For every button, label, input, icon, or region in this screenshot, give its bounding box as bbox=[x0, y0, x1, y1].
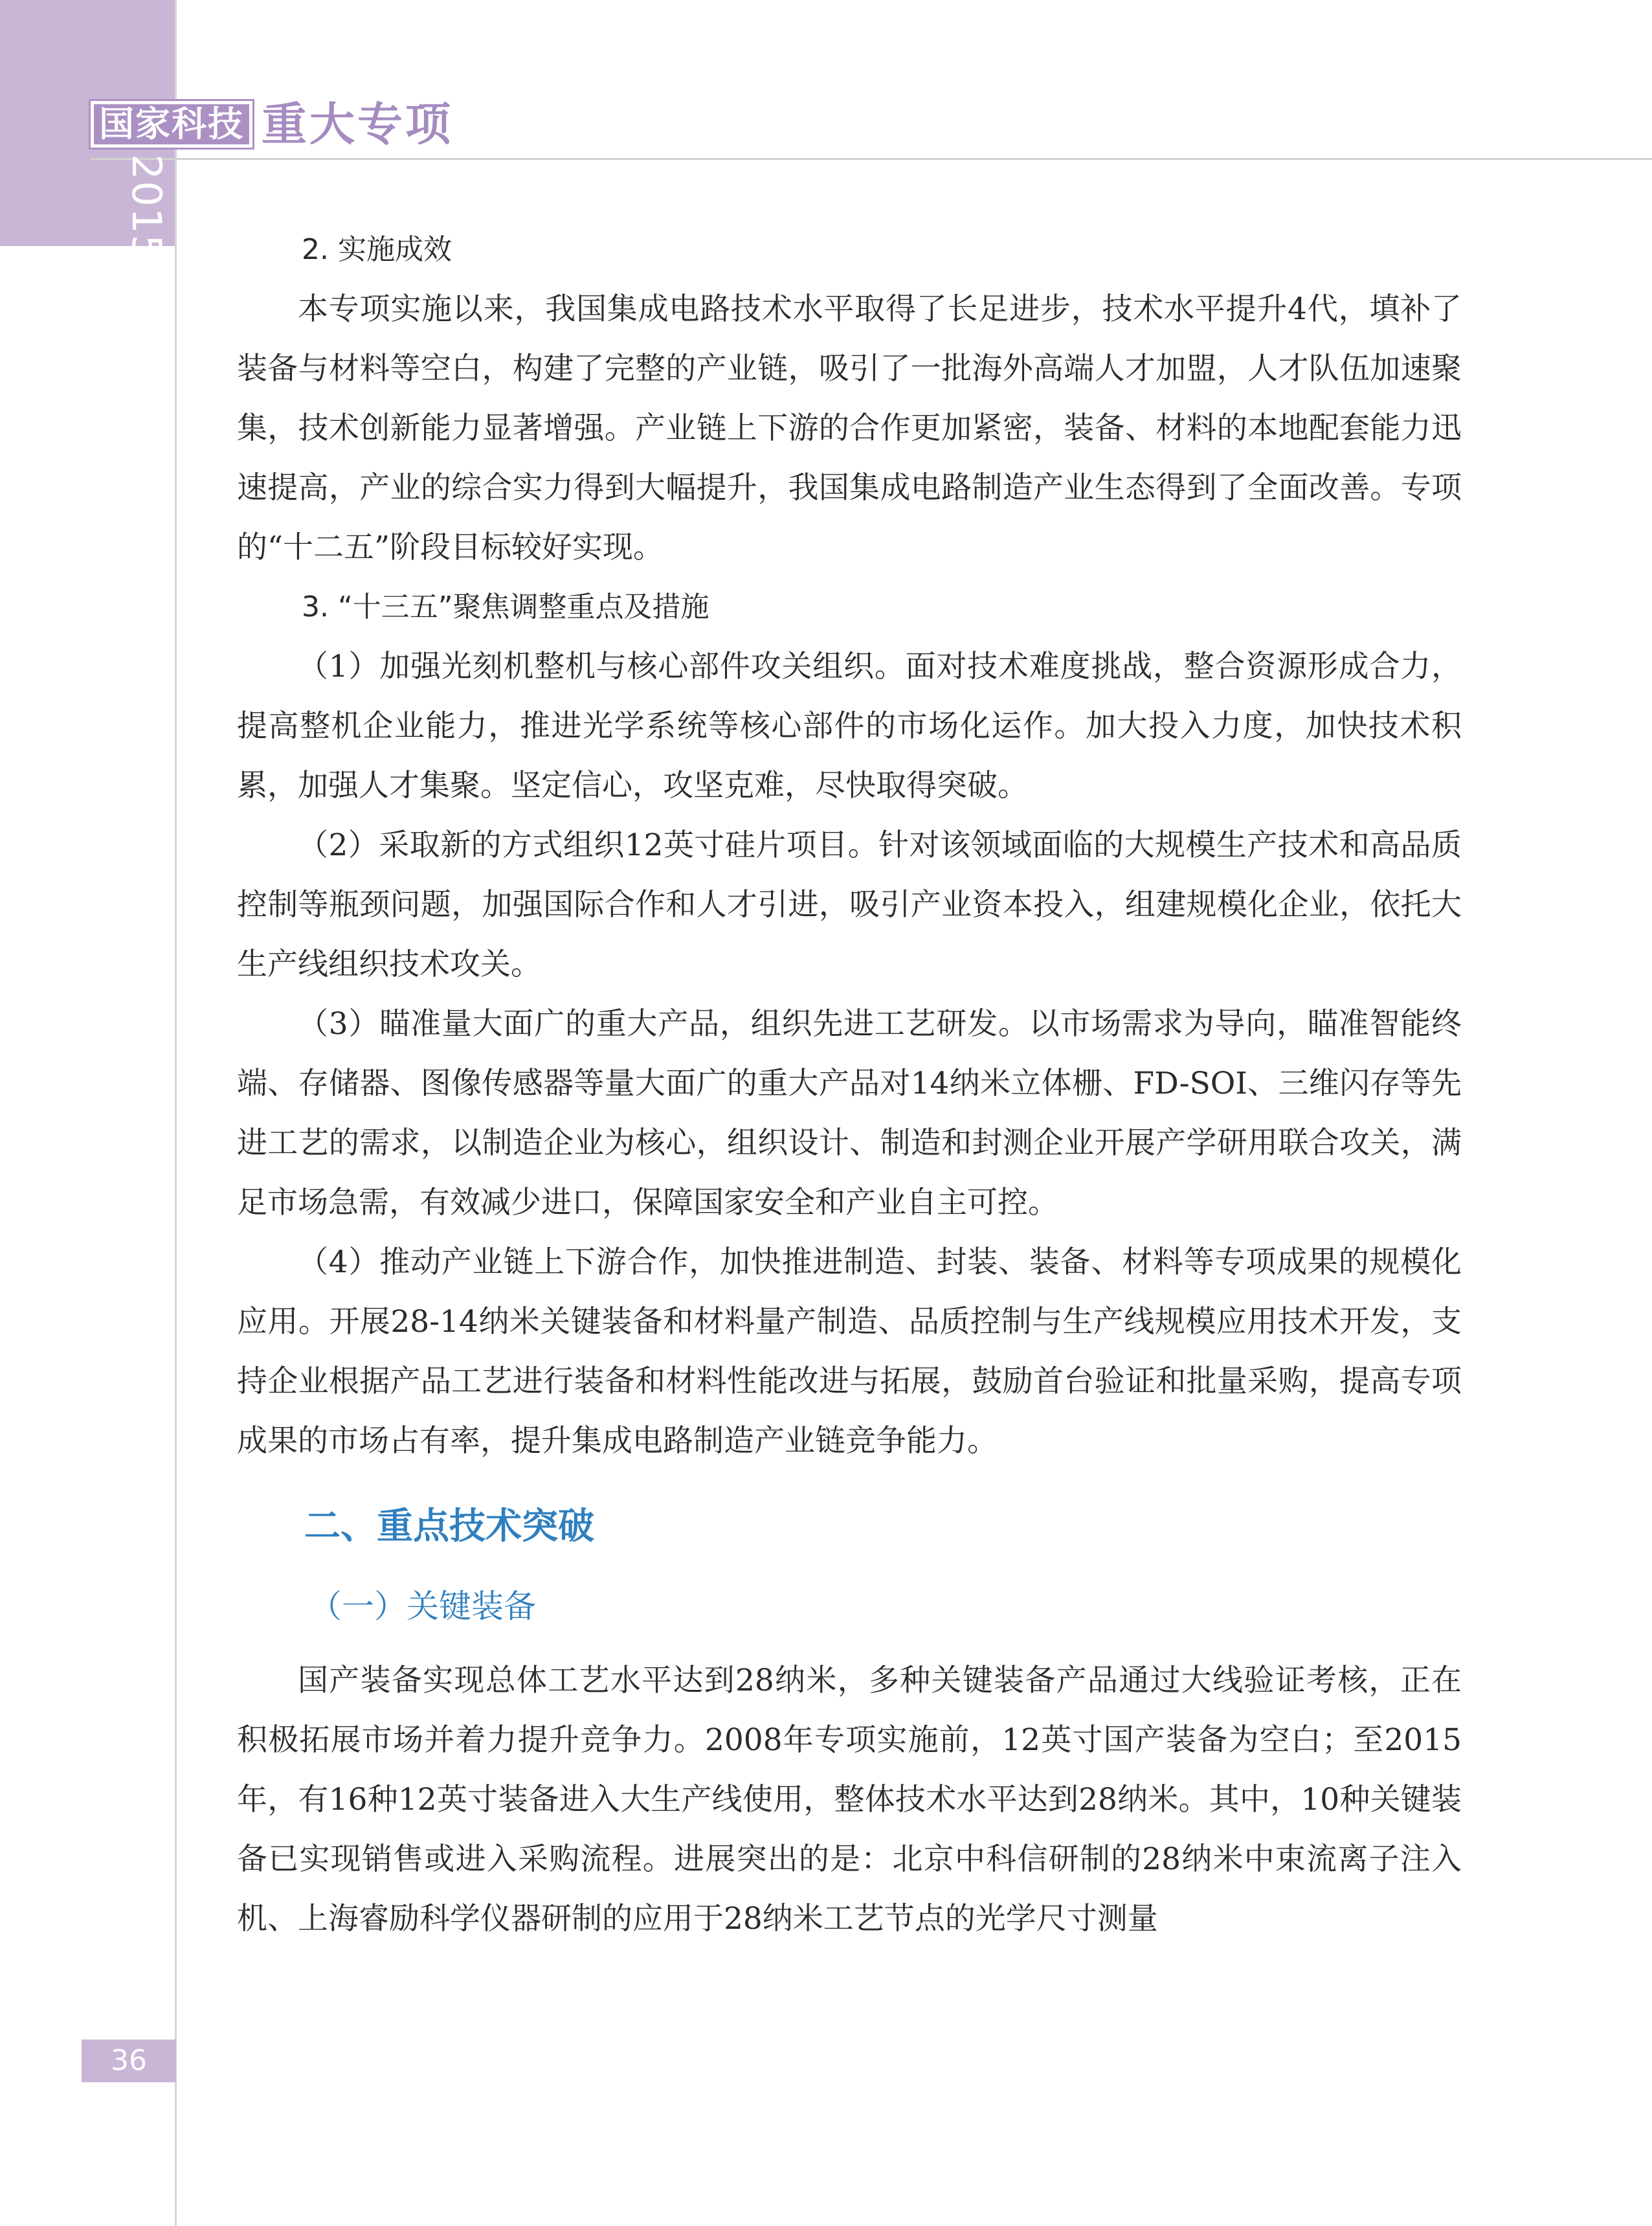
section-3-title: 3. “十三五”聚焦调整重点及措施 bbox=[302, 590, 709, 624]
page-number: 36 bbox=[82, 2040, 176, 2082]
measure-item-1: （1）加强光刻机整机与核心部件攻关组织。面对技术难度挑战，整合资源形成合力，提高整机企业能力，推进光学系统等核心部件的市场化运作。加大投入力度，加快技术积累，加强人才集聚。坚定信心，攻坚克难，尽快取得突破。 bbox=[237, 649, 1462, 804]
subsection-heading: （一）关键装备 bbox=[309, 1588, 536, 1625]
brand-logo-right: 重大专项 bbox=[262, 97, 453, 151]
measure-item-4: （4）推动产业链上下游合作，加快推进制造、封装、装备、材料等专项成果的规模化应用。开展28-14纳米关键装备和材料量产制造、品质控制与生产线规模应用技术开发，支持企业根据产品工艺进行装备和材料性能改进与拓展，鼓励首台验证和批量采购，提高专项成果的市场占有率，提升集成电路制造产业链竞争能力。 bbox=[237, 1244, 1462, 1459]
section-2-title: 2. 实施成效 bbox=[302, 233, 452, 266]
header-brand bbox=[91, 97, 453, 152]
section-2-paragraph: 本专项实施以来，我国集成电路技术水平取得了长足进步，技术水平提升4代，填补了装备与材料等空白，构建了完整的产业链，吸引了一批海外高端人才加盟，人才队伍加速聚集，技术创新能力显著增强。产业链上下游的合作更加紧密，装备、材料的本地配套能力迅速提高，产业的综合实力得到大幅提升，我国集成电路制造产业生态得到了全面改善。专项的“十二五”阶段目标较好实现。 bbox=[237, 291, 1462, 565]
equipment-paragraph: 国产装备实现总体工艺水平达到28纳米，多种关键装备产品通过大线验证考核，正在积极拓展市场并着力提升竞争力。2008年专项实施前，12英寸国产装备为空白；至2015年，有16种12英寸装备进入大生产线使用，整体技术水平达到28纳米。其中，10种关键装备已实现销售或进入采购流程。进展突出的是：北京中科信研制的28纳米中束流离子注入机、上海睿励科学仪器研制的应用于28纳米工艺节点的光学尺寸测量 bbox=[237, 1663, 1462, 1937]
year-report-label: 2015 年度报告 bbox=[123, 154, 170, 442]
brand-logo-left: 国家科技 bbox=[91, 101, 252, 148]
measure-item-2: （2）采取新的方式组织12英寸硅片项目。针对该领域面临的大规模生产技术和高品质控制等瓶颈问题，加强国际合作和人才引进，吸引产业资本投入，组建规模化企业，依托大生产线组织技术攻关。 bbox=[237, 827, 1462, 982]
measure-item-3: （3）瞄准量大面广的重大产品，组织先进工艺研发。以市场需求为导向，瞄准智能终端、存储器、图像传感器等量大面广的重大产品对14纳米立体栅、FD-SOI、三维闪存等先进工艺的需求，以制造企业为核心，组织设计、制造和封测企业开展产学研用联合攻关，满足市场急需，有效减少进口，保障国家安全和产业自主可控。 bbox=[237, 1006, 1462, 1220]
chapter-heading: 二、重点技术突破 bbox=[304, 1505, 594, 1547]
page-body bbox=[237, 220, 1462, 1949]
header-rule bbox=[91, 158, 1652, 160]
